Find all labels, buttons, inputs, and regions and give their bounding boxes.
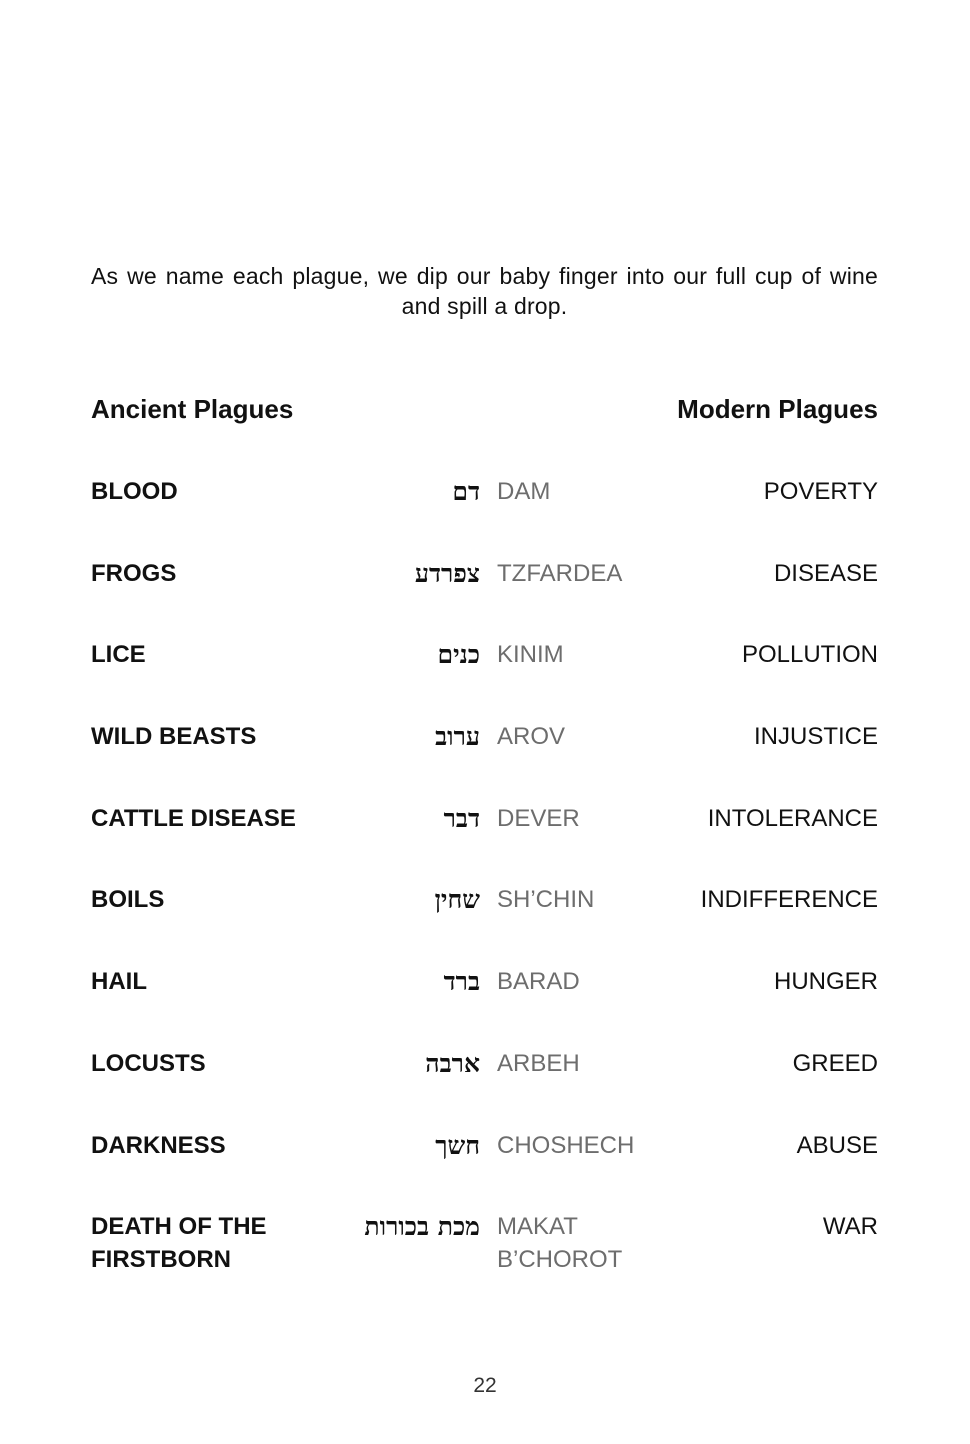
hebrew-name: כנים [437, 640, 480, 670]
hebrew-name: מכת בכורות [364, 1212, 480, 1242]
transliteration: CHOSHECH [497, 1131, 635, 1159]
modern-plague-name: POVERTY [763, 478, 878, 505]
ancient-plague-name: LOCUSTS [91, 1049, 206, 1077]
hebrew-name: דם [452, 477, 480, 506]
hebrew-name: צפרדע [414, 558, 480, 588]
modern-plague-name: WAR [822, 1213, 878, 1241]
ancient-plague-name: BOILS [91, 886, 165, 914]
ancient-plague-name: WILD BEASTS [91, 723, 257, 751]
transliteration: ARBEH [497, 1049, 580, 1077]
modern-plague-name: INTOLERANCE [707, 804, 878, 832]
plague-row [91, 720, 878, 802]
transliteration: AROV [497, 723, 566, 751]
ancient-plagues-heading: Ancient Plagues [91, 394, 294, 424]
transliteration: SH’CHIN [497, 886, 595, 914]
ancient-plague-name: HAIL [91, 968, 147, 996]
modern-plague-name: INDIFFERENCE [700, 886, 878, 914]
plague-row [91, 883, 878, 965]
ancient-plague-name: DARKNESS [91, 1131, 226, 1159]
plague-row [91, 638, 878, 720]
plague-row [91, 802, 878, 884]
plague-row [91, 1129, 878, 1211]
transliteration: BARAD [497, 968, 580, 996]
ancient-plague-name: BLOOD [91, 478, 178, 505]
transliteration: TZFARDEA [497, 559, 623, 587]
transliteration: DAM [497, 478, 551, 505]
transliteration: KINIM [497, 641, 564, 669]
hebrew-name: דבר [443, 803, 480, 833]
plague-row [91, 475, 878, 557]
modern-plague-name: ABUSE [796, 1131, 878, 1159]
modern-plague-name: INJUSTICE [753, 723, 878, 751]
hebrew-name: ברד [443, 967, 480, 997]
intro-text: As we name each plague, we dip our baby finger into our full cup of wine and spill a drop. [91, 263, 878, 319]
plagues-table [91, 475, 878, 1300]
modern-plagues-heading: Modern Plagues [677, 394, 878, 424]
plague-row [91, 1210, 878, 1300]
plague-row [91, 557, 878, 639]
hebrew-name: שחין [434, 885, 480, 915]
ancient-plague-name: CATTLE DISEASE [91, 804, 296, 832]
hebrew-name: חשך [435, 1130, 480, 1160]
ancient-plague-name: FROGS [91, 559, 177, 587]
ancient-plague-name: DEATH OF THE FIRSTBORN [91, 1213, 267, 1274]
page-number: 22 [473, 1374, 497, 1397]
modern-plague-name: POLLUTION [741, 641, 878, 669]
ancient-plague-name: LICE [91, 641, 146, 669]
modern-plague-name: GREED [792, 1049, 878, 1077]
hebrew-name: ערוב [435, 722, 480, 752]
hebrew-name: ארבה [425, 1048, 480, 1078]
modern-plague-name: DISEASE [773, 559, 878, 587]
plague-row [91, 1047, 878, 1129]
transliteration: DEVER [497, 804, 580, 832]
plague-row [91, 965, 878, 1047]
transliteration: MAKAT B’CHOROT [497, 1213, 623, 1274]
modern-plague-name: HUNGER [773, 968, 878, 996]
